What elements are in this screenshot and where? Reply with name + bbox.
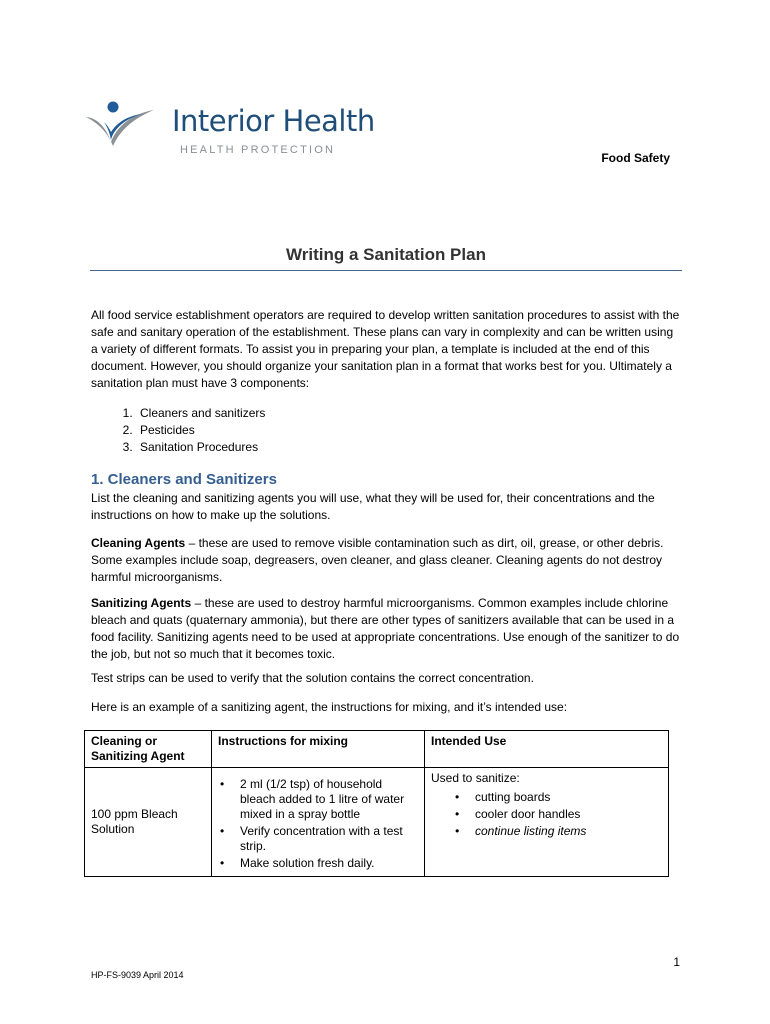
example-intro-text: Here is an example of a sanitizing agent, the instructions for mixing, and it’s intended use: — [91, 700, 568, 714]
uses-list — [431, 790, 662, 839]
doc-category: Food Safety — [601, 151, 670, 165]
test-strips-text: Test strips can be used to verify that the solution contains the correct concentration. — [91, 671, 534, 685]
section-1-lead — [91, 490, 681, 524]
title-divider — [90, 270, 682, 271]
page-number: 1 — [673, 955, 680, 969]
list-item: • cutting boards — [475, 790, 662, 805]
list-item: • 2 ml (1/2 tsp) of household bleach added to 1 litre of water mixed in a spray bottle — [240, 777, 418, 822]
list-item: • Make solution fresh daily. — [240, 856, 418, 871]
use-lead: Used to sanitize: — [431, 771, 520, 785]
table-header: Intended Use — [425, 731, 669, 768]
section-heading: 1. Cleaners and Sanitizers — [91, 471, 277, 488]
table-row — [85, 768, 669, 877]
cleaning-agents-paragraph — [91, 535, 681, 586]
list-item: • continue listing items — [475, 824, 662, 839]
intro-paragraph — [91, 307, 681, 392]
sanitizing-agents-term: Sanitizing Agents — [91, 596, 192, 610]
table-header: Instructions for mixing — [212, 731, 425, 768]
intended-use-cell — [425, 768, 669, 877]
intro-text: All food service establishment operators are required to develop written sanitation procedures to assist with the safe and sanitary operation of the establishment. These plans can vary in complexity and can be written using a variety of different formats. To assist you in preparing your plan, a template is included at the end of this document. However, you should organize your sanitation plan in a format that works best for you. Ultimately a sanitation plan must have 3 components: — [91, 308, 680, 390]
sanitizing-agents-text: – these are used to destroy harmful microorganisms. Common examples include chlorine bleach and quats (quaternary ammonia), but there are other types of sanitizers available that can be used in a food facility. Sanitizing agents need to be used at appropriate concentrations. Use enough of the sanitizer to do the job, but not so much that it becomes toxic. — [91, 596, 680, 661]
logo-wordmark: Interior Health — [172, 104, 375, 138]
components-list-wrap — [91, 405, 681, 456]
page-title: Writing a Sanitation Plan — [286, 245, 486, 264]
table-header: Cleaning or Sanitizing Agent — [85, 731, 212, 768]
logo-subtitle: HEALTH PROTECTION — [180, 144, 336, 156]
table-header-row — [85, 731, 669, 768]
sanitizing-agents-paragraph — [91, 595, 681, 663]
instructions-list — [218, 777, 418, 871]
section-1 — [91, 471, 681, 488]
logo-swoosh-icon — [84, 100, 159, 148]
list-item: • cooler door handles — [475, 807, 662, 822]
instructions-cell — [212, 768, 425, 877]
list-item: 2. Pesticides — [136, 422, 681, 439]
agent-cell: 100 ppm Bleach Solution — [85, 768, 212, 877]
list-item: 3. Sanitation Procedures — [136, 439, 681, 456]
section-lead-text: List the cleaning and sanitizing agents you will use, what they will be used for, their concentrations and the instructions on how to make up the solutions. — [91, 491, 655, 522]
cleaning-agents-term: Cleaning Agents — [91, 536, 186, 550]
interior-health-logo — [84, 100, 374, 162]
example-intro-paragraph — [91, 699, 681, 716]
list-item: 1. Cleaners and sanitizers — [136, 405, 681, 422]
list-item: • Verify concentration with a test strip. — [240, 824, 418, 854]
cleaning-agents-text: – these are used to remove visible contamination such as dirt, oil, grease, or other debris. Some examples include soap, degreasers, oven cleaner, and glass cleaner. Cleaning agents do not destroy harmful microorganisms. — [91, 536, 664, 584]
test-strips-paragraph — [91, 670, 681, 687]
components-list — [91, 405, 681, 456]
document-code: HP-FS-9039 April 2014 — [91, 970, 184, 980]
sanitizer-example-table — [84, 730, 669, 877]
